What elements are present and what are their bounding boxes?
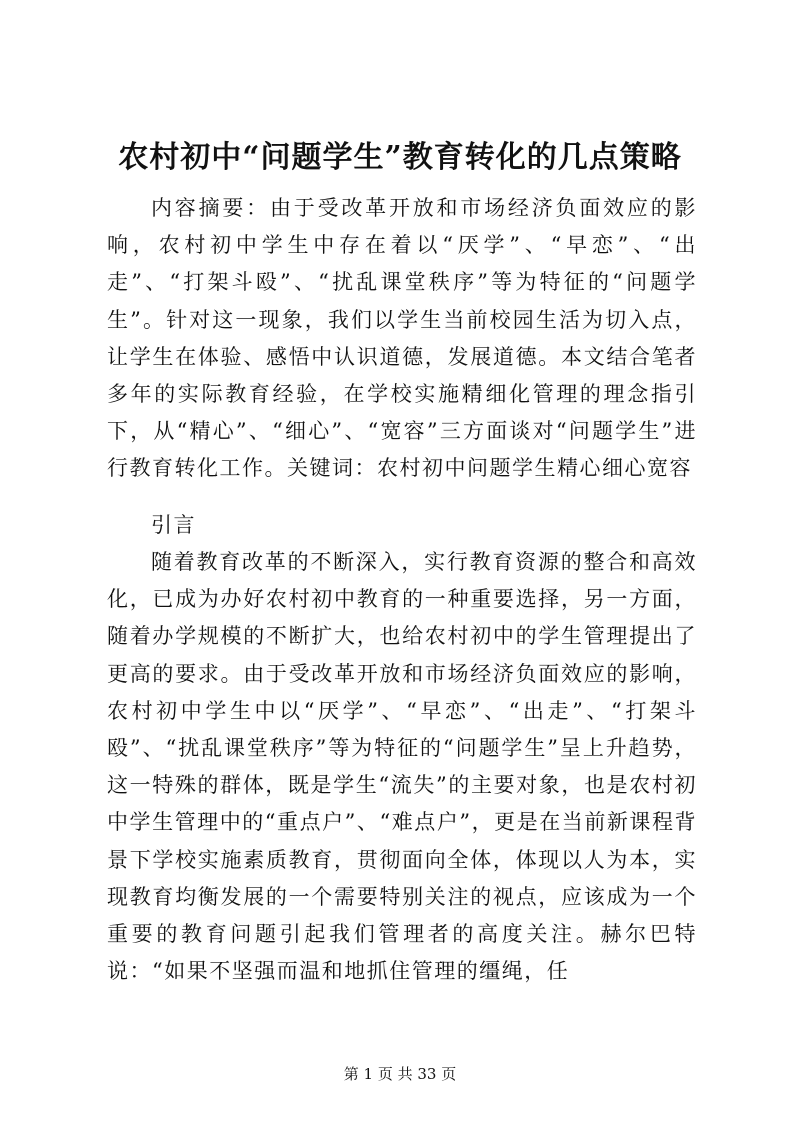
intro-heading: 引言	[151, 513, 196, 537]
intro-paragraph: 随着教育改革的不断深入，实行教育资源的整合和高效化，已成为办好农村初中教育的一种重要选择，另一方面，随着办学规模的不断扩大，也给农村初中的学生管理提出了更高的要求。由于受改革开放和市场经济负面效应的影响，农村初中学生中以“厌学”、“早恋”、“出走”、“打架斗殴”、“扰乱课堂秩序”等为特征的“问题学生”呈上升趋势，这一特殊的群体，既是学生“流失”的主要对象，也是农村初中学生管理中的“重点户”、“难点户”，更是在当前新课程背景下学校实施素质教育，贯彻面向全体，体现以人为本，实现教育均衡发展的一个需要特别关注的视点，应该成为一个重要的教育问题引起我们管理者的高度关注。赫尔巴特说：“如果不坚强而温和地抓住管理的缰绳，任	[107, 550, 697, 984]
document-title: 农村初中“问题学生”教育转化的几点策略	[118, 140, 682, 175]
abstract-paragraph: 内容摘要：由于受改革开放和市场经济负面效应的影响，农村初中学生中存在着以“厌学”、“早恋”、“出走”、“打架斗殴”、“扰乱课堂秩序”等为特征的“问题学生”。针对这一现象，我们以学生当前校园生活为切入点，让学生在体验、感悟中认识道德，发展道德。本文结合笔者多年的实际教育经验，在学校实施精细化管理的理念指引下，从“精心”、“细心”、“宽容”三方面谈对“问题学生”进行教育转化工作。关键词：农村初中问题学生精心细心宽容	[107, 196, 697, 481]
page-number-footer: 第 1 页 共 33 页	[343, 1065, 457, 1083]
